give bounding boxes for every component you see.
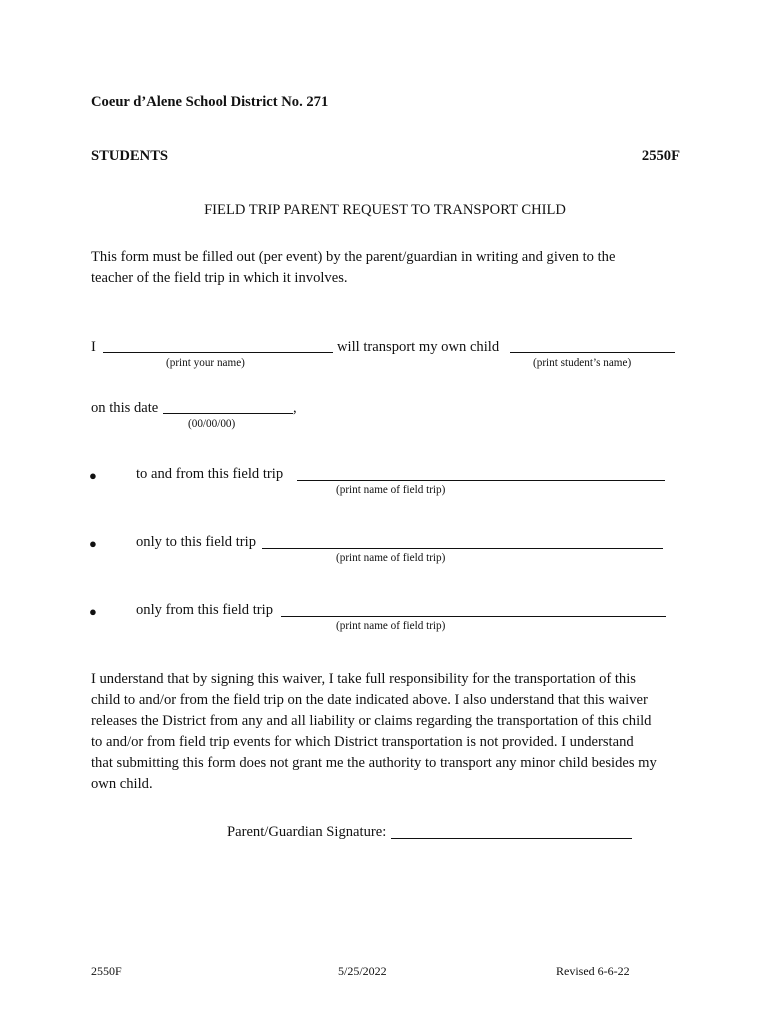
date-suffix: ,: [293, 400, 297, 416]
option-to-and-from-label: to and from this field trip: [136, 466, 284, 482]
waiver-line: releases the District from any and all liability or claims regarding the transportation of this child: [91, 713, 652, 729]
bullet-icon: ●: [89, 604, 97, 619]
section-title: STUDENTS: [91, 148, 169, 164]
trip-name-hint: (print name of field trip): [336, 620, 446, 632]
district-name: Coeur d’Alene School District No. 271: [91, 94, 329, 110]
waiver-line: to and/or from field trip events for which District transportation is not provided. I understand: [91, 734, 634, 750]
waiver-line: own child.: [91, 776, 153, 792]
transport-middle-text: will transport my own child: [337, 339, 500, 355]
transport-prefix: I: [91, 339, 96, 355]
bullet-icon: ●: [89, 536, 97, 551]
intro-line: teacher of the field trip in which it involves.: [91, 270, 348, 286]
footer-date: 5/25/2022: [338, 964, 387, 978]
parent-name-field[interactable]: [103, 339, 333, 353]
date-field[interactable]: [163, 400, 293, 414]
student-name-field[interactable]: [510, 339, 675, 353]
option-only-from-label: only from this field trip: [136, 602, 274, 618]
intro-paragraph: [91, 247, 691, 289]
footer-form-id: 2550F: [91, 964, 122, 978]
bullet-icon: ●: [89, 468, 97, 483]
to-and-from-trip-field[interactable]: [297, 466, 665, 481]
trip-name-hint: (print name of field trip): [336, 552, 446, 564]
footer-revised: Revised 6-6-22: [556, 964, 630, 978]
waiver-line: child to and/or from the field trip on the date indicated above. I also understand that this waiver: [91, 692, 648, 708]
signature-field[interactable]: [391, 824, 632, 839]
date-hint: (00/00/00): [188, 418, 236, 430]
parent-name-hint: (print your name): [166, 357, 245, 369]
student-name-hint: (print student’s name): [533, 357, 632, 369]
intro-line: This form must be filled out (per event) by the parent/guardian in writing and given to the: [91, 249, 616, 265]
waiver-line: I understand that by signing this waiver, I take full responsibility for the transportation of this: [91, 671, 636, 687]
trip-name-hint: (print name of field trip): [336, 484, 446, 496]
only-to-trip-field[interactable]: [262, 534, 663, 549]
option-only-to-label: only to this field trip: [136, 534, 256, 550]
signature-label: Parent/Guardian Signature:: [227, 824, 387, 840]
waiver-line: that submitting this form does not grant me the authority to transport any minor child besides my: [91, 755, 657, 771]
only-from-trip-field[interactable]: [281, 602, 666, 617]
policy-number: 2550F: [641, 148, 680, 164]
date-label: on this date: [91, 400, 159, 416]
waiver-paragraph: [91, 669, 691, 795]
form-title: FIELD TRIP PARENT REQUEST TO TRANSPORT CHILD: [204, 202, 566, 218]
